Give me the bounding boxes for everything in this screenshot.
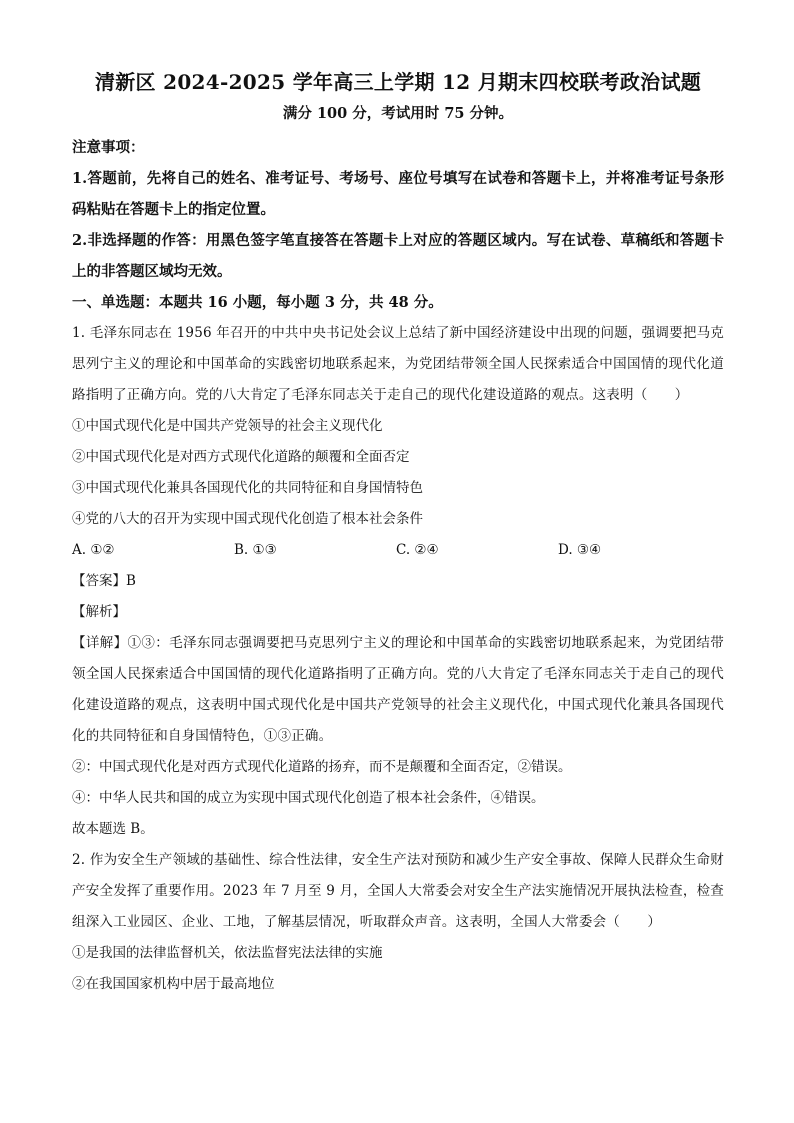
question-1-option-3: ③中国式现代化兼具各国现代化的共同特征和自身国情特色 [72,480,423,496]
question-1-answer: 【答案】B [72,573,136,589]
notice-item-1: 1.答题前，先将自己的姓名、准考证号、考场号、座位号填写在试卷和答题卡上，并将准考证号条形码粘贴在答题卡上的指定位置。 [72,170,724,218]
question-2-option-2: ②在我国国家机构中居于最高地位 [72,976,275,992]
notice-item-2: 2.非选择题的作答：用黑色签字笔直接答在答题卡上对应的答题区域内。写在试卷、草稿纸和答题卡上的非答题区域均无效。 [72,232,724,280]
question-2-option-1: ①是我国的法律监督机关，依法监督宪法法律的实施 [72,945,383,961]
choice-c: C. ②④ [396,542,439,558]
choice-a: A. ①② [72,542,115,558]
question-1-note-4: ④：中华人民共和国的成立为实现中国式现代化创造了根本社会条件，④错误。 [72,790,545,806]
question-1-detail: 【详解】①③：毛泽东同志强调要把马克思列宁主义的理论和中国革命的实践密切地联系起来，为党团结带领全国人民探索适合中国国情的现代化道路指明了正确方向。党的八大肯定了毛泽东同志关于走自己的现代化建设道路的观点，这表明中国式现代化是中国共产党领导的社会主义现代化，中国式现代化兼具各国现代化的共同特征和自身国情特色，①③正确。 [72,635,724,744]
question-2-stem: 2. 作为安全生产领域的基础性、综合性法律，安全生产法对预防和减少生产安全事故、保障人民群众生命财产安全发挥了重要作用。2023 年 7 月至 9 月，全国人大常委会对安全生产法实施情况开展执法检查，检查组深入工业园区、企业、工地，了解基层情况，听取群众声音。这表明，全国人大常委会（ ） [72,852,724,930]
question-1-option-1: ①中国式现代化是中国共产党领导的社会主义现代化 [72,418,383,434]
question-1-option-2: ②中国式现代化是对西方式现代化道路的颠覆和全面否定 [72,449,410,465]
notice-heading: 注意事项： [72,139,145,156]
question-1-note-2: ②：中国式现代化是对西方式现代化道路的扬弃，而不是颠覆和全面否定，②错误。 [72,759,572,775]
exam-subtitle: 满分 100 分，考试用时 75 分钟。 [282,105,514,122]
exam-page [72,68,724,1000]
question-1-analysis-label: 【解析】 [72,604,126,620]
question-1-option-4: ④党的八大的召开为实现中国式现代化创造了根本社会条件 [72,511,423,527]
question-1-stem: 1. 毛泽东同志在 1956 年召开的中共中央书记处会议上总结了新中国经济建设中出现的问题，强调要把马克思列宁主义的理论和中国革命的实践密切地联系起来，为党团结带领全国人民探索适合中国国情的现代化道路指明了正确方向。党的八大肯定了毛泽东同志关于走自己的现代化建设道路的观点。这表明（ ） [72,325,724,403]
section-heading: 一、单选题：本题共 16 小题，每小题 3 分，共 48 分。 [72,294,443,311]
question-1-choices [72,535,724,566]
question-1-conclusion: 故本题选 B。 [72,821,154,837]
choice-d: D. ③④ [558,542,602,558]
choice-b: B. ①③ [234,542,277,558]
exam-title: 清新区 2024-2025 学年高三上学期 12 月期末四校联考政治试题 [94,70,702,94]
